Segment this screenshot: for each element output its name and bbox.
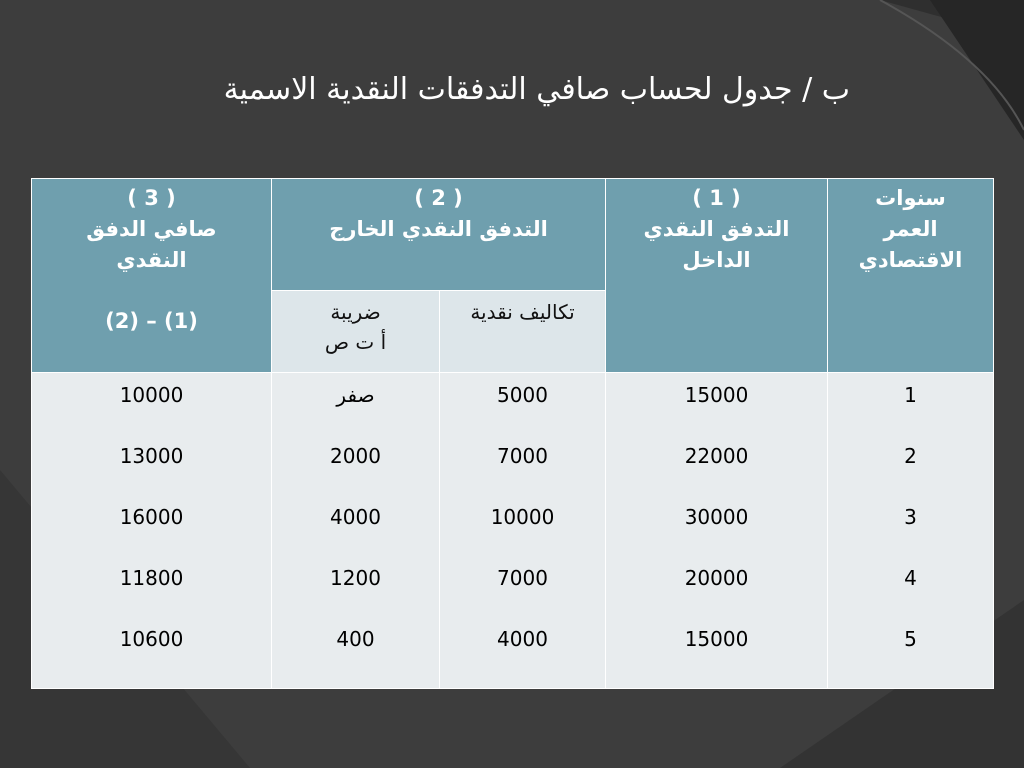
cell-tax: 1200 [330, 566, 381, 590]
cell-cash-cost: 10000 [490, 505, 555, 529]
cell-cash-cost: 7000 [497, 566, 548, 590]
header-cash-inflow: ( 1 ) التدفق النقدي الداخل [606, 179, 828, 373]
column-cash-costs [440, 373, 606, 689]
cell-net: 13000 [119, 444, 184, 468]
cell-year: 2 [904, 444, 917, 468]
cell-tax: 400 [336, 627, 375, 651]
cell-net: 10600 [119, 627, 184, 651]
header-tax: ضريبة أ ت ص [272, 291, 440, 373]
column-net-cash-flow [32, 373, 272, 689]
cell-tax: 4000 [330, 505, 381, 529]
cell-year: 4 [904, 566, 917, 590]
header-net-cash-flow: ( 3 ) صافي الدفق النقدي (2) – (1) [32, 179, 272, 373]
header-cash-costs: تكاليف نقدية [440, 291, 606, 373]
cell-inflow: 15000 [684, 627, 749, 651]
header-years: سنوات العمر الاقتصادي [828, 179, 994, 373]
cell-year: 1 [904, 383, 917, 407]
net-formula: (2) – (1) [105, 309, 198, 333]
cell-cash-cost: 5000 [497, 383, 548, 407]
cell-inflow: 22000 [684, 444, 749, 468]
slide-title: ب / جدول لحساب صافي التدفقات النقدية الاسمية [223, 72, 850, 107]
cell-cash-cost: 7000 [497, 444, 548, 468]
cell-inflow: 20000 [684, 566, 749, 590]
cell-inflow: 15000 [684, 383, 749, 407]
cell-tax: صفر [336, 383, 375, 407]
cell-net: 16000 [119, 505, 184, 529]
cell-inflow: 30000 [684, 505, 749, 529]
cell-year: 5 [904, 627, 917, 651]
header-cash-outflow: ( 2 ) التدفق النقدي الخارج [272, 179, 606, 291]
column-tax [272, 373, 440, 689]
cell-year: 3 [904, 505, 917, 529]
cell-net: 11800 [119, 566, 184, 590]
cell-tax: 2000 [330, 444, 381, 468]
cell-net: 10000 [119, 383, 184, 407]
column-cash-inflow [606, 373, 828, 689]
cell-cash-cost: 4000 [497, 627, 548, 651]
column-years [828, 373, 994, 689]
cash-flow-table [31, 178, 994, 689]
